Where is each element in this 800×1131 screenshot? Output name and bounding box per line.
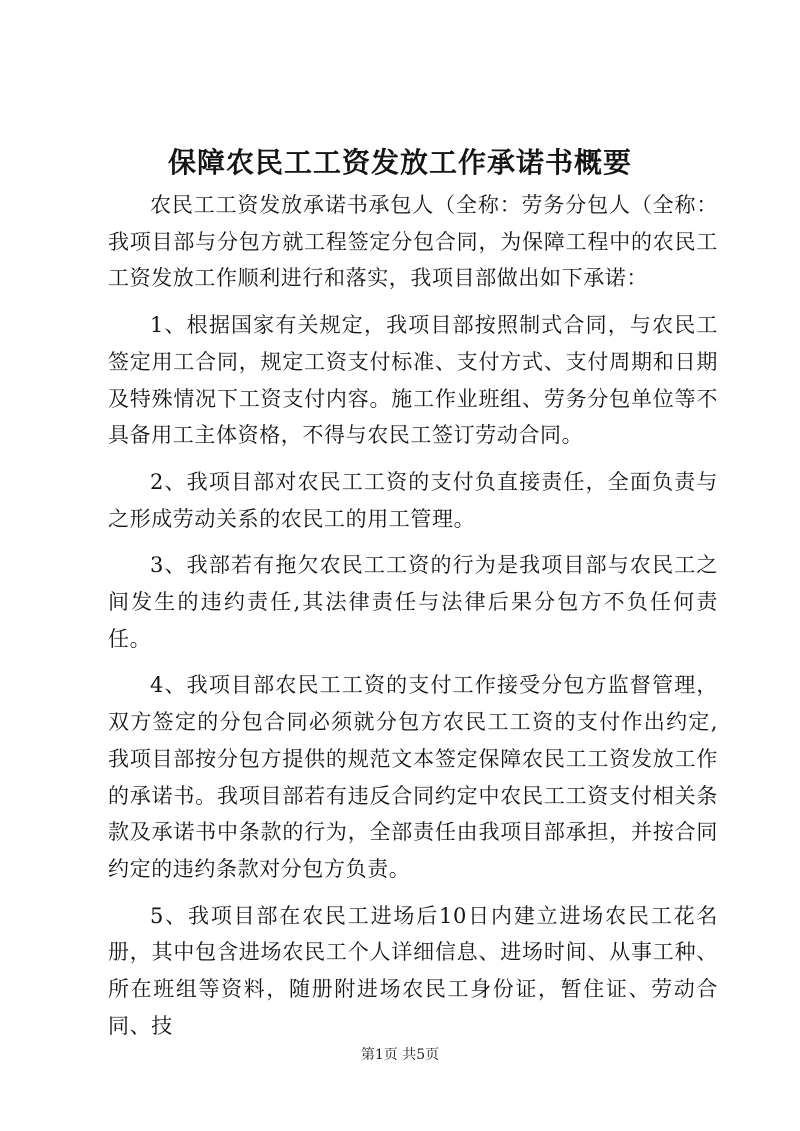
paragraph-item-1: 1、根据国家有关规定，我项目部按照制式合同，与农民工签定用工合同，规定工资支付标准、支付方式、支付周期和日期及特殊情况下工资支付内容。施工作业班组、劳务分包单位等不具备用工主体资格，不得与农民工签订劳动合同。 bbox=[108, 313, 718, 448]
paragraph-item-3: 3、我部若有拖欠农民工工资的行为是我项目部与农民工之间发生的违约责任,其法律责任与法律后果分包方不负任何责任。 bbox=[108, 553, 718, 651]
paragraph-intro: 农民工工资发放承诺书承包人（全称：劳务分包人（全称：我项目部与分包方就工程签定分包合同，为保障工程中的农民工工资发放工作顺利进行和落实，我项目部做出如下承诺： bbox=[108, 193, 718, 291]
paragraph-item-2: 2、我项目部对农民工工资的支付负直接责任，全面负责与之形成劳动关系的农民工的用工管理。 bbox=[108, 469, 718, 531]
document-title: 保障农民工工资发放工作承诺书概要 bbox=[167, 146, 632, 179]
paragraph-item-4: 4、我项目部农民工工资的支付工作接受分包方监督管理，双方签定的分包合同必须就分包方农民工工资的支付作出约定,我项目部按分包方提供的规范文本签定保障农民工工资发放工作的承诺书。我项目部若有违反合同约定中农民工工资支付相关条款及承诺书中条款的行为，全部责任由我项目部承担，并按合同约定的违约条款对分包方负责。 bbox=[108, 673, 718, 881]
page-footer: 第1页 共5页 bbox=[360, 1047, 440, 1063]
paragraph-item-5: 5、我项目部在农民工进场后10日内建立进场农民工花名册，其中包含进场农民工个人详细信息、进场时间、从事工种、所在班组等资料，随册附进场农民工身份证，暂住证、劳动合同、技 bbox=[108, 903, 718, 1038]
document-body bbox=[108, 187, 718, 1054]
